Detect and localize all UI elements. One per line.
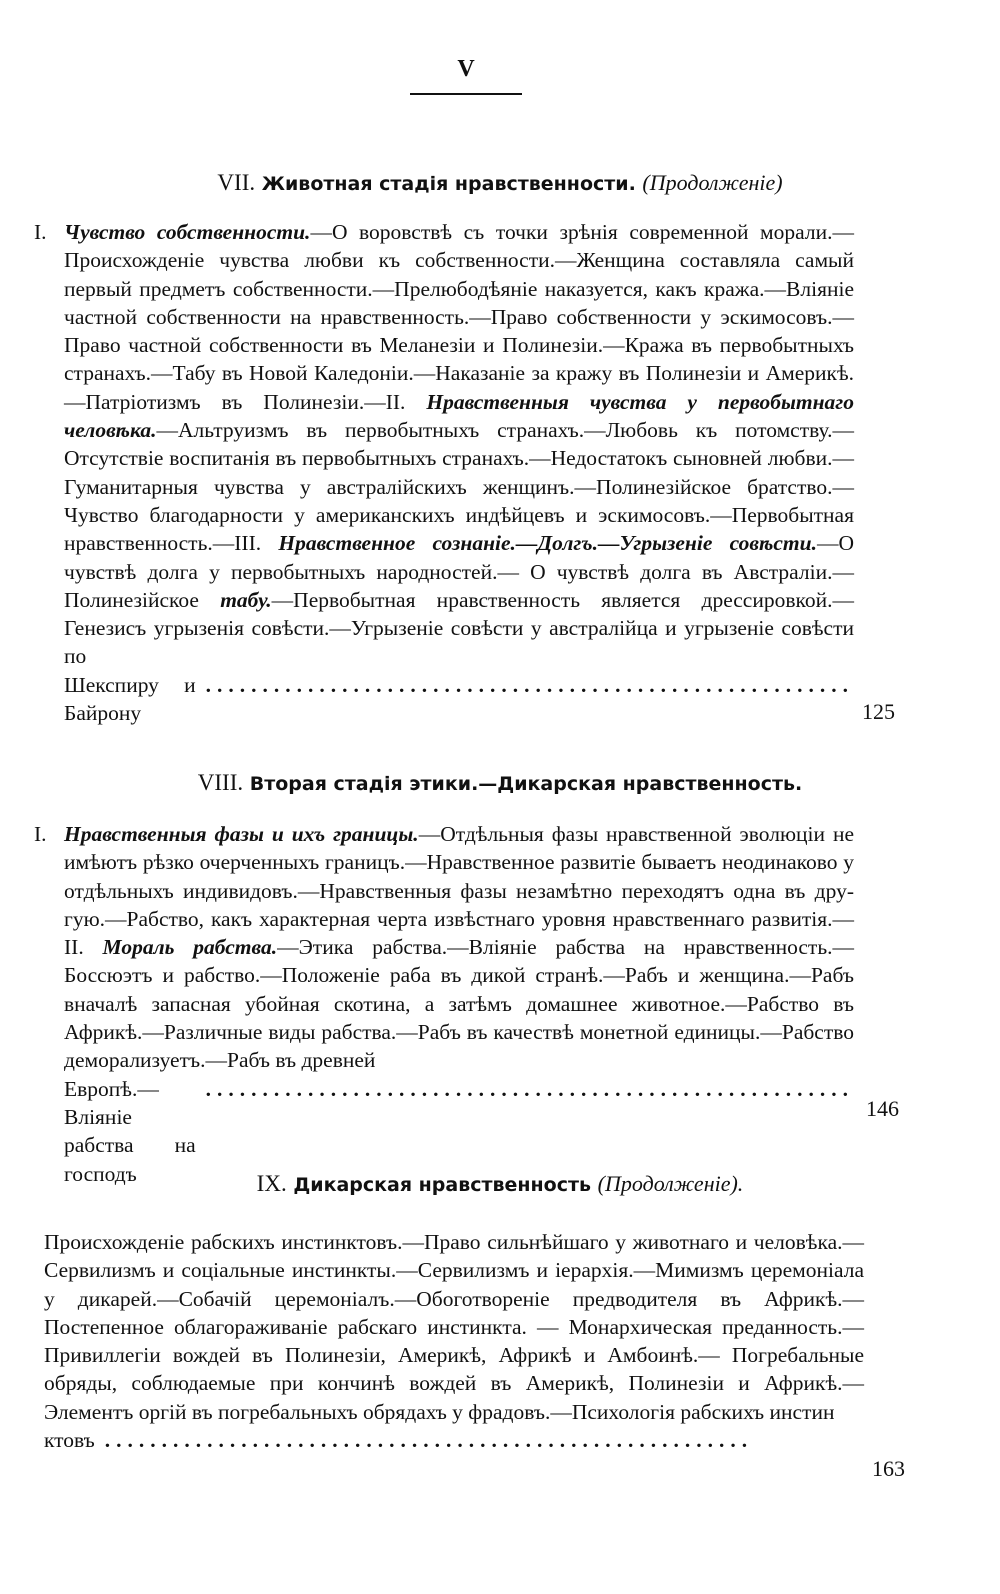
contents-text-run: —Альтруизмъ въ первобытныхъ странахъ.—Любовь къ потомству.—Отсутствіе воспитанія въ первобытныхъ странахъ.—Недостатокъ сыновней любви.—Гуманитарныя чувства у австралійскихъ женщинъ.—Полинезійское братство.—Чувство благодарности у американскихъ индѣйцевъ и эскимосовъ.—Первобытная нравственность.—III. xyxy=(64,418,854,556)
contents-italic-heading: Нравственное сознаніе.—Долгъ.—Угрызеніе совѣсти. xyxy=(278,531,817,556)
leader-dots: ......................................................... xyxy=(104,1428,754,1453)
contents-text-run: —О чувствѣ долга у первобытныхъ народностей.— О чувствѣ долга въ Австраліи.—Полинезійское xyxy=(64,531,854,612)
contents-last-line xyxy=(44,1426,864,1454)
chapter-number: IX. xyxy=(256,1171,287,1196)
section-roman-numeral: I. xyxy=(34,220,47,244)
chapter-continued: (Продолженіе). xyxy=(597,1171,744,1196)
contents-text-run: —Отдѣльныя фазы нравственной эволюціи не имѣютъ рѣзко очерченныхъ границъ.—Нравственное развитіе бываетъ неодинаково у отдѣльныхъ индивидовъ.—Нравственныя фазы незамѣтно переходятъ одна въ другую.—Рабство, какъ характерная черта извѣстнаго уровня нравственнаго развитія.—II. xyxy=(64,822,854,960)
chapter-number: VIII. xyxy=(197,770,244,795)
chapter-contents-vii xyxy=(34,218,854,727)
last-line-text: Шекспиру и Байрону xyxy=(64,672,196,726)
contents-text-run: Происхожденіе рабскихъ инстинктовъ.—Право сильнѣйшаго у животнаго и человѣка.—Сервилизмъ и соціальные инстинкты.—Сервилизмъ и іерархія.—Мимизмъ церемоніала у дикарей.—Собачій церемоніалъ.—Обоготвореніе предводителя въ Африкѣ.—Постепенное облагораживаніе рабскаго инстинкта. — Монархическая преданность.—Привиллегіи вождей въ Полинезіи, Америкѣ, Африкѣ и Амбоинѣ.— Погребальные обряды, соблюдаемые при кончинѣ вождей въ Америкѣ, Полинезіи и Африкѣ.—Элементъ оргій въ погребальныхъ обрядахъ у фрадовъ.—Психологія рабскихъ инстин xyxy=(44,1230,864,1424)
last-line-text: Европѣ.—Вліяніе рабства на господъ xyxy=(64,1076,196,1186)
chapter-heading-ix xyxy=(0,1171,1000,1197)
contents-italic-heading: табу. xyxy=(220,587,272,612)
contents-text-run: —Первобытная нравственность является дрессировкой.—Генезисъ угрызенія совѣсти.—Угрызеніе совѣсти у австралійца и угрызеніе совѣсти по xyxy=(64,587,854,669)
contents-text-run: —О воровствѣ съ точки зрѣнія современной морали.—Происхожденіе чувства любви къ собственности.—Женщина составляла самый первый предметъ собственности.—Прелюбодѣяніе наказуется, какъ кража.—Вліяніе частной собственности на нравственность.—Право собственности у эскимосовъ.—Право частной собственности въ Меланезіи и Полинезіи.—Кража въ первобытныхъ странахъ.—Табу въ Новой Каледоніи.—Наказаніе за кражу въ Полинезіи и Америкѣ.—Патріотизмъ въ Полинезіи.—II. xyxy=(64,220,854,414)
section-roman-numeral: I. xyxy=(34,822,47,846)
contents-text xyxy=(64,820,854,1075)
contents-text-run: —Этика рабства.—Вліяніе рабства на нравственность.—Боссюэтъ и рабство.—Положеніе раба въ дикой странѣ.—Рабъ и женщина.—Рабъ вначалѣ запасная убойная скотина, а затѣмъ домашнее животное.—Рабство въ Африкѣ.—Различные виды рабства.—Рабъ въ качествѣ монетной единицы.—Рабство деморализуетъ.—Рабъ въ древней xyxy=(64,935,855,1073)
chapter-number: VII. xyxy=(217,170,256,195)
chapter-continued: (Продолженіе) xyxy=(642,170,783,195)
contents-last-line xyxy=(64,671,854,728)
page-reference: 146 xyxy=(866,1096,899,1121)
page-reference: 125 xyxy=(862,699,895,724)
last-line-text: ктовъ xyxy=(44,1428,95,1453)
leader-dots: ......................................................... xyxy=(205,672,854,697)
leader-dots: ......................................................... xyxy=(205,1076,854,1101)
contents-italic-heading: Мораль рабства. xyxy=(102,935,278,960)
chapter-heading-viii xyxy=(0,770,1000,796)
chapter-contents-ix xyxy=(44,1228,864,1454)
chapter-title: Животная стадія нравственности. xyxy=(261,173,636,195)
chapter-title: Вторая стадія этики.—Дикарская нравственность. xyxy=(249,773,803,795)
contents-italic-heading: Нравственныя чувства у первобытнаго человѣка. xyxy=(64,389,854,443)
contents-text xyxy=(44,1228,864,1426)
chapter-title: Дикарская нравственность xyxy=(293,1174,592,1196)
page-folio: V xyxy=(410,56,522,95)
contents-text xyxy=(64,218,854,671)
chapter-contents-viii xyxy=(34,820,855,1188)
contents-italic-heading: Нравственныя фазы и ихъ границы. xyxy=(64,822,419,846)
page-reference: 163 xyxy=(872,1456,905,1481)
contents-italic-heading: Чувство собственности. xyxy=(64,220,311,244)
chapter-heading-vii xyxy=(0,170,1000,196)
